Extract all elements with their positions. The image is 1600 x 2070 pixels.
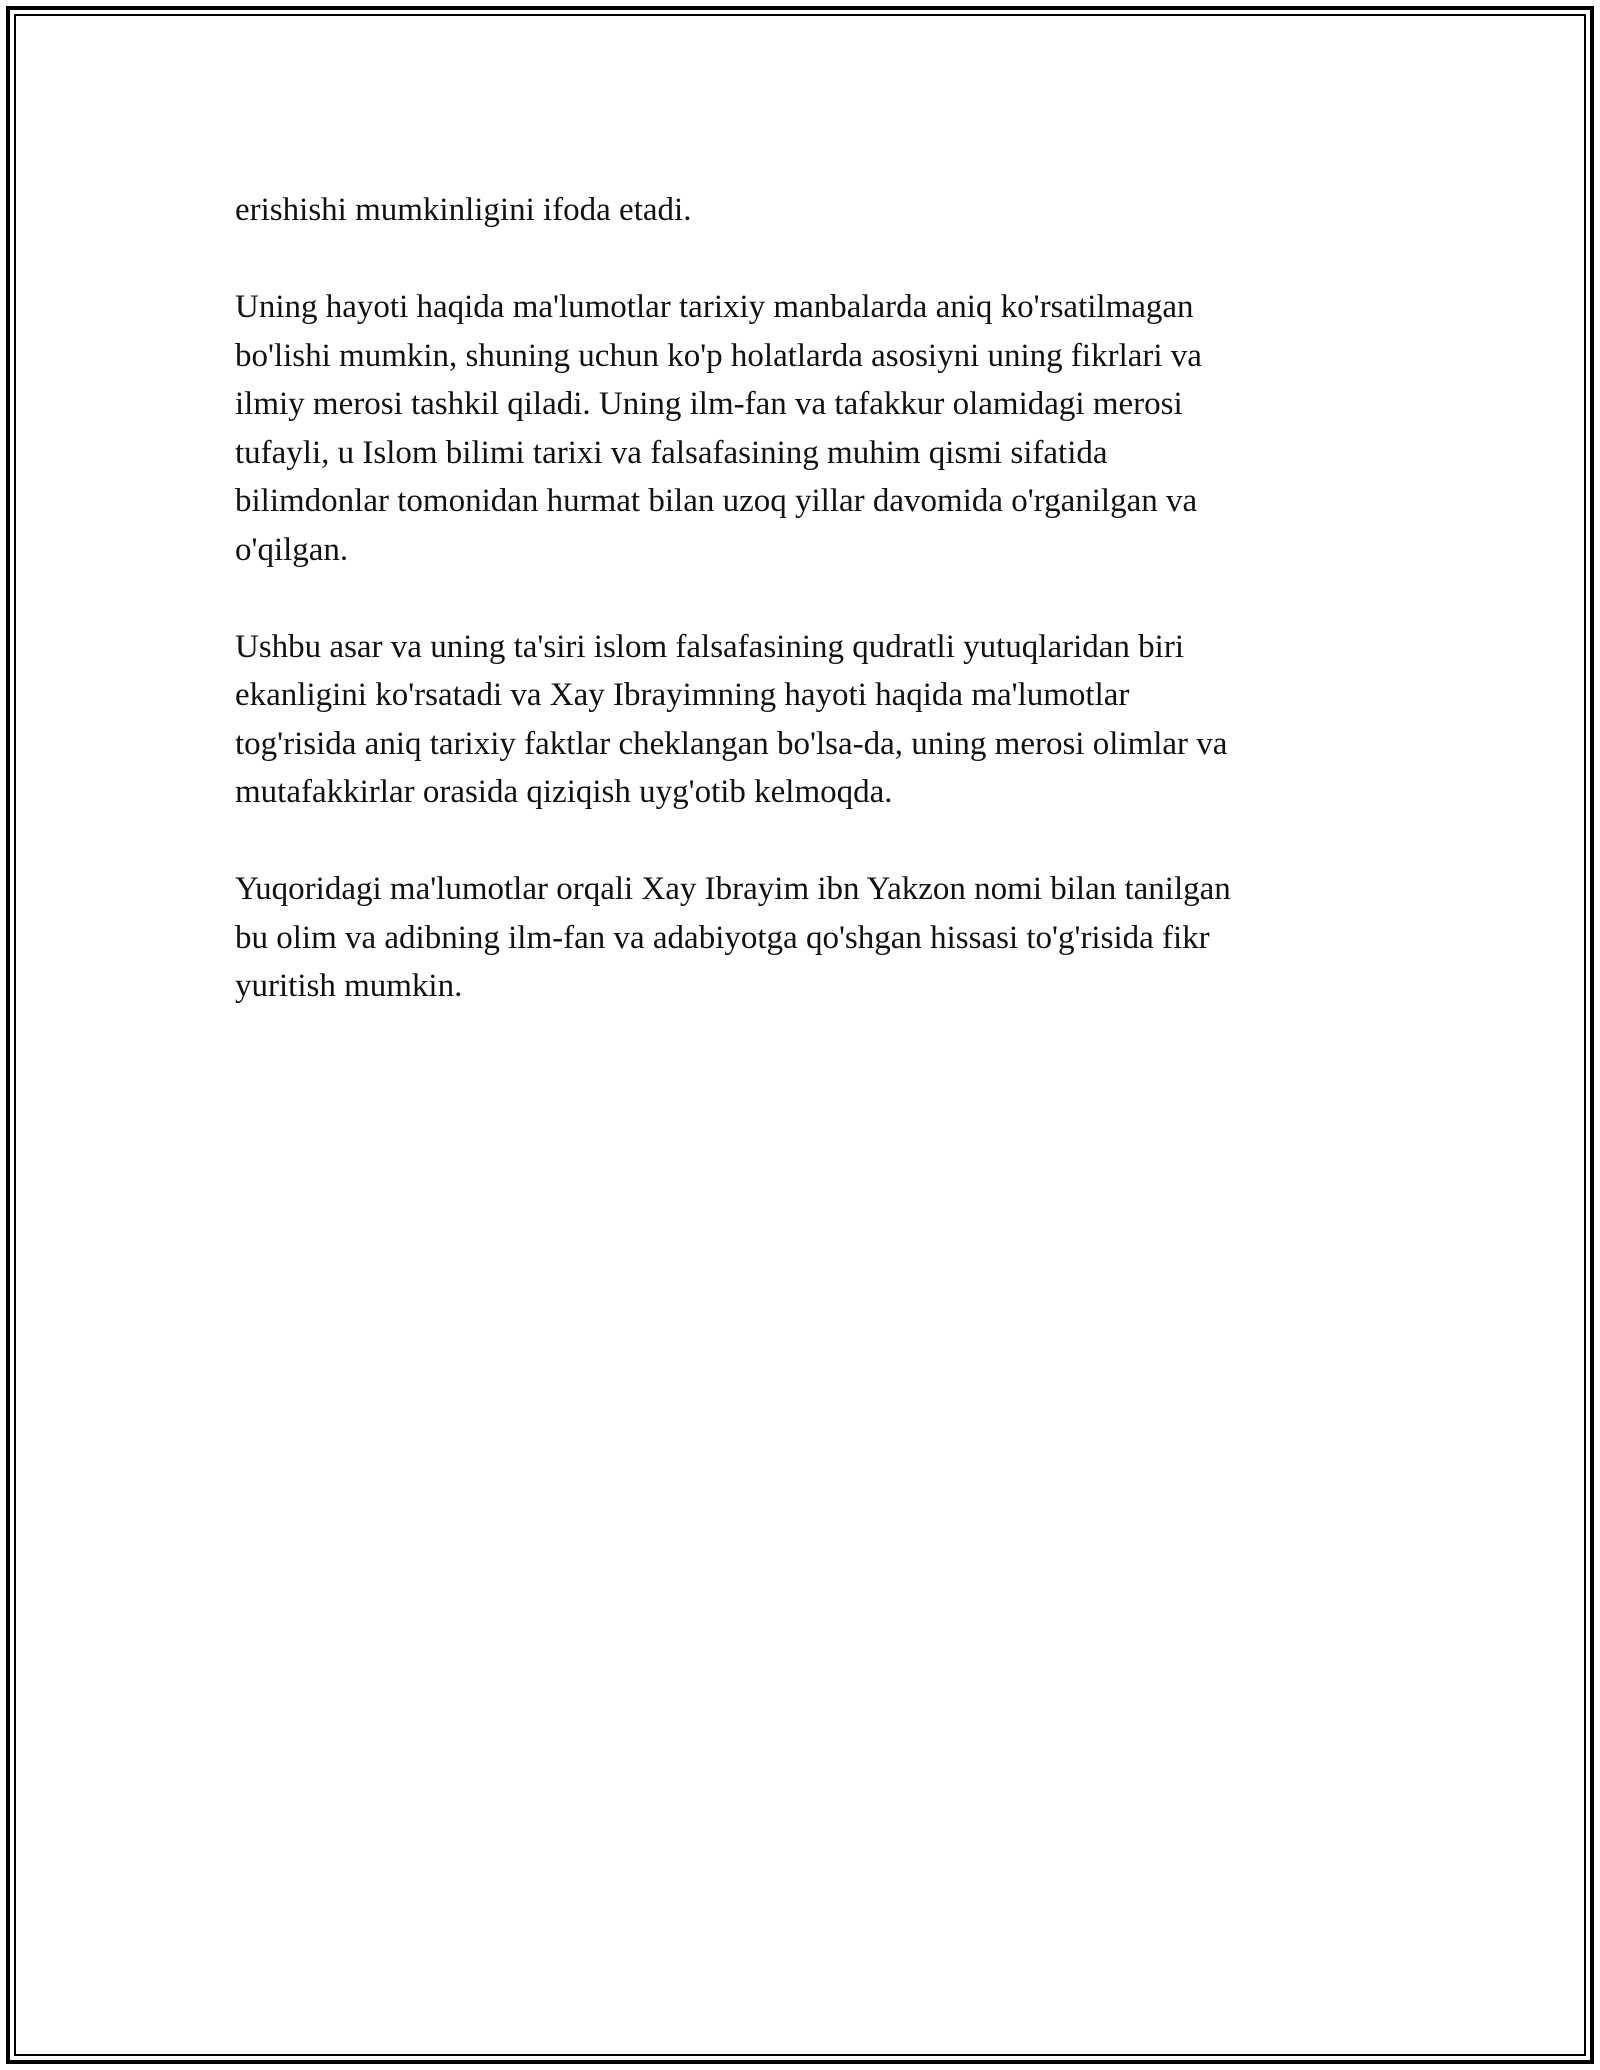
text-line: erishishi mumkinligini ifoda etadi. (235, 192, 692, 228)
text-line: Uning hayoti haqida ma'lumotlar tarixiy manbalarda aniq ko'rsatilmagan (235, 289, 1194, 325)
text-line: mutafakkirlar orasida qiziqish uyg'otib kelmoqda. (235, 774, 893, 810)
text-line: bilimdonlar tomonidan hurmat bilan uzoq yillar davomida o'rganilgan va (235, 483, 1198, 519)
paragraph-1 (235, 186, 1385, 235)
paragraph-4 (235, 865, 1385, 1011)
text-line: o'qilgan. (235, 531, 349, 568)
text-line: bo'lishi mumkin, shuning uchun ko'p holatlarda asosiyni uning fikrlari va (235, 337, 1202, 374)
text-line: tufayli, u Islom bilimi tarixi va falsafasining muhim qismi sifatida (235, 434, 1108, 471)
text-line: yuritish mumkin. (235, 968, 463, 1004)
text-line: ekanligini ko'rsatadi va Xay Ibrayimning hayoti haqida ma'lumotlar (235, 677, 1130, 713)
text-line: ilmiy merosi tashkil qiladi. Uning ilm-fan va tafakkur olamidagi merosi (235, 386, 1183, 422)
paragraph-3 (235, 623, 1385, 817)
text-line: Yuqoridagi ma'lumotlar orqali Xay Ibrayim ibn Yakzon nomi bilan tanilgan (235, 871, 1231, 907)
text-line: bu olim va adibning ilm-fan va adabiyotga qo'shgan hissasi to'g'risida fikr (235, 919, 1210, 956)
text-line: Ushbu asar va uning ta'siri islom falsafasining qudratli yutuqlaridan biri (235, 628, 1185, 665)
document-body (235, 186, 1385, 1059)
text-line: tog'risida aniq tarixiy faktlar cheklangan bo'lsa-da, uning merosi olimlar va (235, 725, 1228, 762)
paragraph-2 (235, 283, 1385, 574)
